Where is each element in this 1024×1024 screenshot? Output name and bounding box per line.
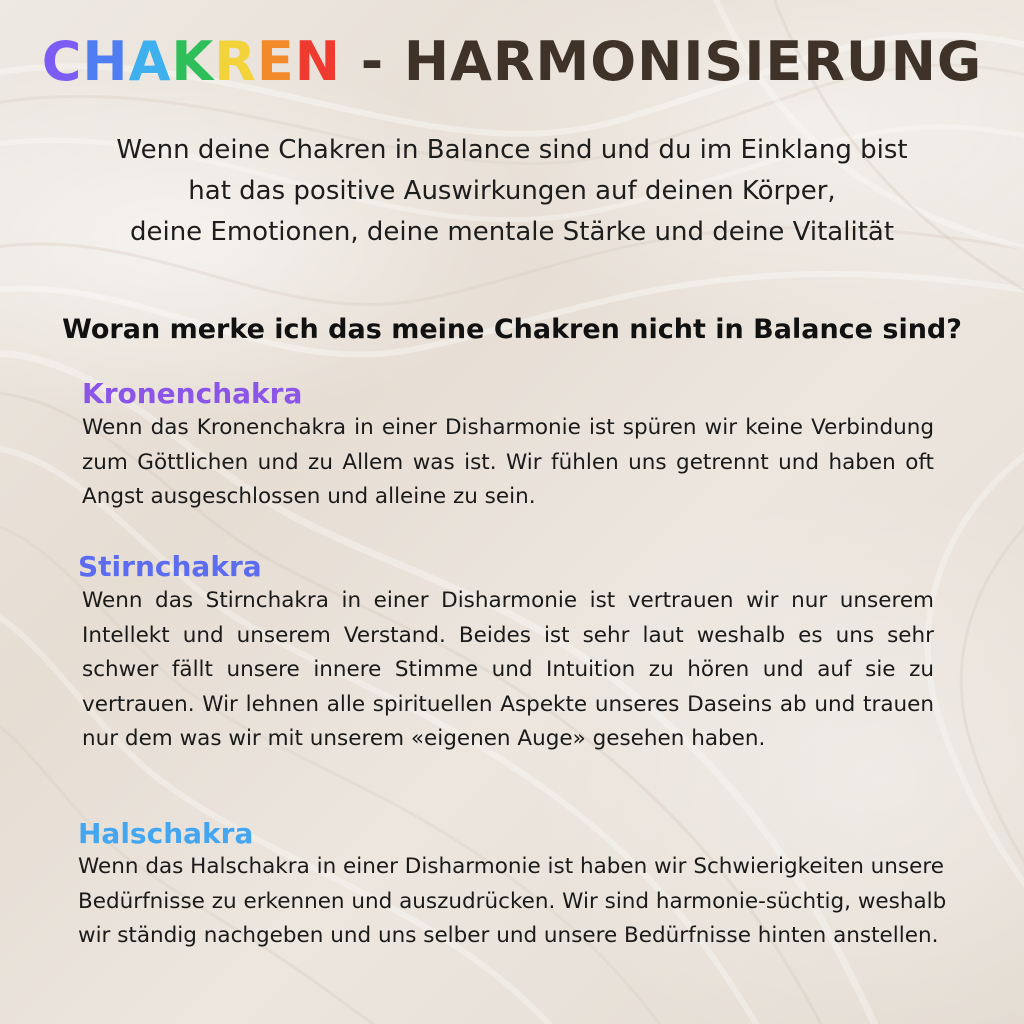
intro-line: deine Emotionen, deine mentale Stärke und deine Vitalität <box>129 217 895 247</box>
page-title <box>0 30 1024 94</box>
body-stirnchakra: Wenn das Stirnchakra in einer Disharmonie ist vertrauen wir nur unserem Intellekt und unserem Verstand. Beides ist sehr laut weshalb es uns sehr schwer fällt unsere innere Stimme und Intuition zu hören und auf sie zu vertrauen. Wir lehnen alle spirituellen Aspekte unseres Daseins ab und trauen nur dem was wir mit unserem «eigenen Auge» gesehen haben. <box>82 588 934 751</box>
heading-halschakra: Halschakra <box>78 817 254 850</box>
title-letter: N <box>294 30 341 93</box>
intro-line: Wenn deine Chakren in Balance sind und du im Einklang bist <box>116 135 908 165</box>
title-letter: H <box>82 30 129 93</box>
title-chakren-rainbow <box>42 30 341 93</box>
title-letter: A <box>128 30 172 93</box>
intro-line: hat das positive Auswirkungen auf deinen Körper, <box>188 176 836 206</box>
title-letter: K <box>171 30 215 93</box>
body-halschakra: Wenn das Halschakra in einer Disharmonie ist haben wir Schwierigkeiten unsere Bedürfnisse zu erkennen und auszudrücken. Wir sind harmonie-süchtig, weshalb wir ständig nachgeben und uns selber und unsere Bedürfnisse hinten anstellen. <box>78 854 947 948</box>
title-letter: C <box>41 30 83 93</box>
intro-text <box>40 130 984 253</box>
title-letter: E <box>256 30 295 93</box>
title-rest: - HARMONISIERUNG <box>340 30 983 93</box>
section-question: Woran merke ich das meine Chakren nicht in Balance sind? <box>62 314 962 345</box>
title-letter: R <box>214 30 257 93</box>
body-kronenchakra: Wenn das Kronenchakra in einer Disharmonie ist spüren wir keine Verbindung zum Göttlichen und zu Allem was ist. Wir fühlen uns getrennt und haben oft Angst ausgeschlossen und alleine zu sein. <box>82 415 934 509</box>
heading-kronenchakra: Kronenchakra <box>82 377 303 410</box>
heading-stirnchakra: Stirnchakra <box>78 550 262 583</box>
